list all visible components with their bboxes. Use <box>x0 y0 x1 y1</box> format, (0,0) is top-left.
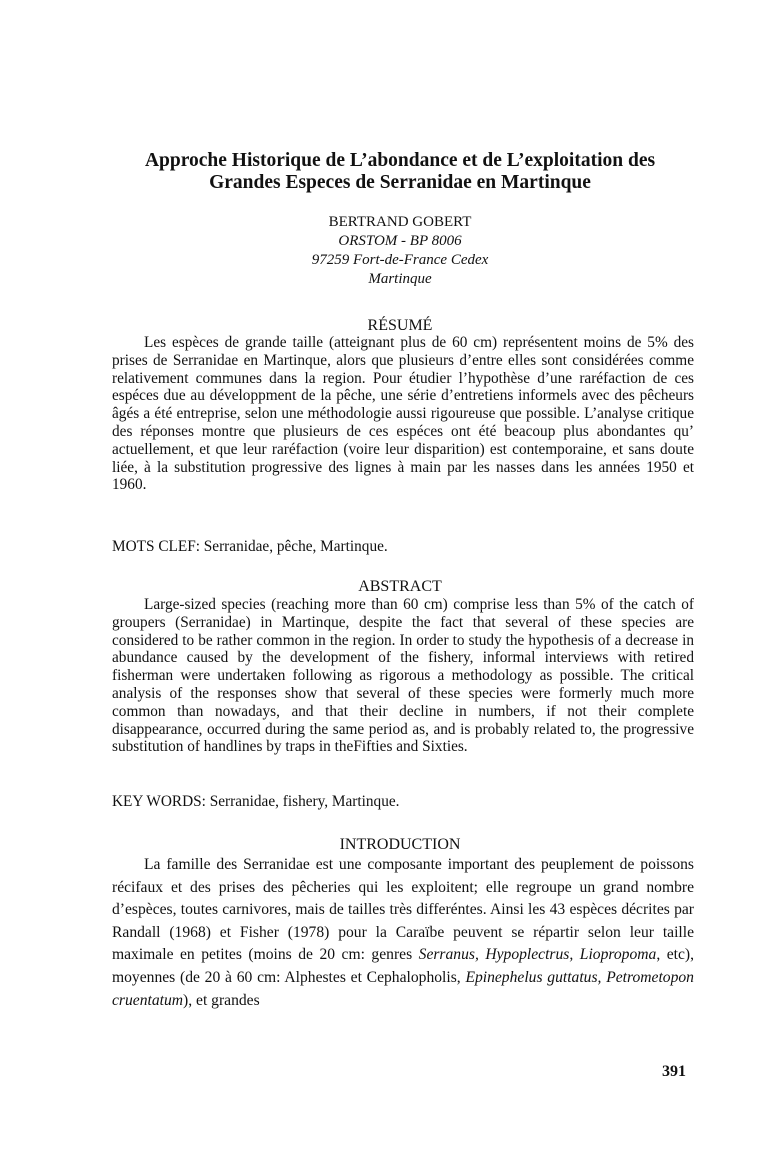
author-institution: ORSTOM - BP 8006 <box>338 233 462 249</box>
introduction-text <box>112 854 694 1012</box>
paper-title <box>100 150 700 194</box>
resume-text: Les espèces de grande taille (atteignant plus de 60 cm) représentent moins de 5% des prises de Serranidae en Martinque, alors que plusieurs d’entre elles sont considérées comme relativement communes dans la region. Pour étudier l’hypothèse d’une raréfaction de ces espéces due au développment de la pêche, une série d’entretiens informels avec des pêcheurs âgés a été entreprise, selon une méthodologie aussi rigoureuse que possible. L’analyse critique des réponses montre que plusieurs de ces espéces ont été beacoup plus abondantes qu’ actuellement, et que leur raréfaction (voire leur disparition) est contemporaine, et sans doute liée, à la substitution progressive des lignes à main par les nasses dans les années 1950 et 1960. <box>112 334 694 494</box>
abstract-heading: ABSTRACT <box>358 578 442 595</box>
intro-genera-small: Serranus, Hypoplectrus, Liopropoma <box>418 946 657 964</box>
mots-clef: MOTS CLEF: Serranidae, pêche, Martinque. <box>112 538 388 555</box>
introduction-body <box>112 854 694 1012</box>
introduction-heading: INTRODUCTION <box>339 836 461 853</box>
abstract-body <box>112 596 694 756</box>
intro-text-part3: ), et grandes <box>183 991 260 1009</box>
resume-body <box>112 334 694 494</box>
intro-text-part1: La famille des Serranidae est une composante important des peuplement de poissons récifaux et des prises des pêcheries qui les exploitent; elle regroupe un grand nombre d’espèces, toutes carnivores, mais de tailles très differéntes. Ainsi les 43 espèces décrites par Randall (1968) et Fisher (1978) pour la Caraïbe peuvent se répartir selon leur taille maximale en petites (moins de 20 cm: genres <box>112 856 694 964</box>
title-line-1: Approche Historique de L’abondance et de L’exploitation des <box>144 150 656 171</box>
author-block <box>200 213 600 289</box>
key-words: KEY WORDS: Serranidae, fishery, Martinque. <box>112 793 400 810</box>
author-country: Martinque <box>368 271 432 287</box>
resume-heading: RÉSUMÉ <box>367 317 433 334</box>
page-number: 391 <box>662 1063 686 1080</box>
abstract-text: Large-sized species (reaching more than 60 cm) comprise less than 5% of the catch of groupers (Serranidae) in Martinque, despite the fact that several of these species are considered to be rather common in the region. In order to study the hypothesis of a decrease in abundance caused by the development of the fishery, informal interviews with retired fisherman were undertaken following as rigorous a methodology as possible. The critical analysis of the responses show that several of these species were formerly much more common than nowadays, and that their decline in numbers, if not their complete disappearance, occurred during the same period as, and is probably related to, the progressive substitution of handlines by traps in theFifties and Sixties. <box>112 596 694 756</box>
title-line-2: Grandes Especes de Serranidae en Martinque <box>209 172 591 193</box>
intro-species-medium: Epinephelus guttatus, Petrometopon cruentatum <box>112 968 694 1009</box>
author-address: 97259 Fort-de-France Cedex <box>311 252 489 268</box>
intro-text-part2: , etc), moyennes (de 20 à 60 cm: Alphestes et Cephalopholis, <box>112 946 694 986</box>
author-name: BERTRAND GOBERT <box>328 214 472 230</box>
